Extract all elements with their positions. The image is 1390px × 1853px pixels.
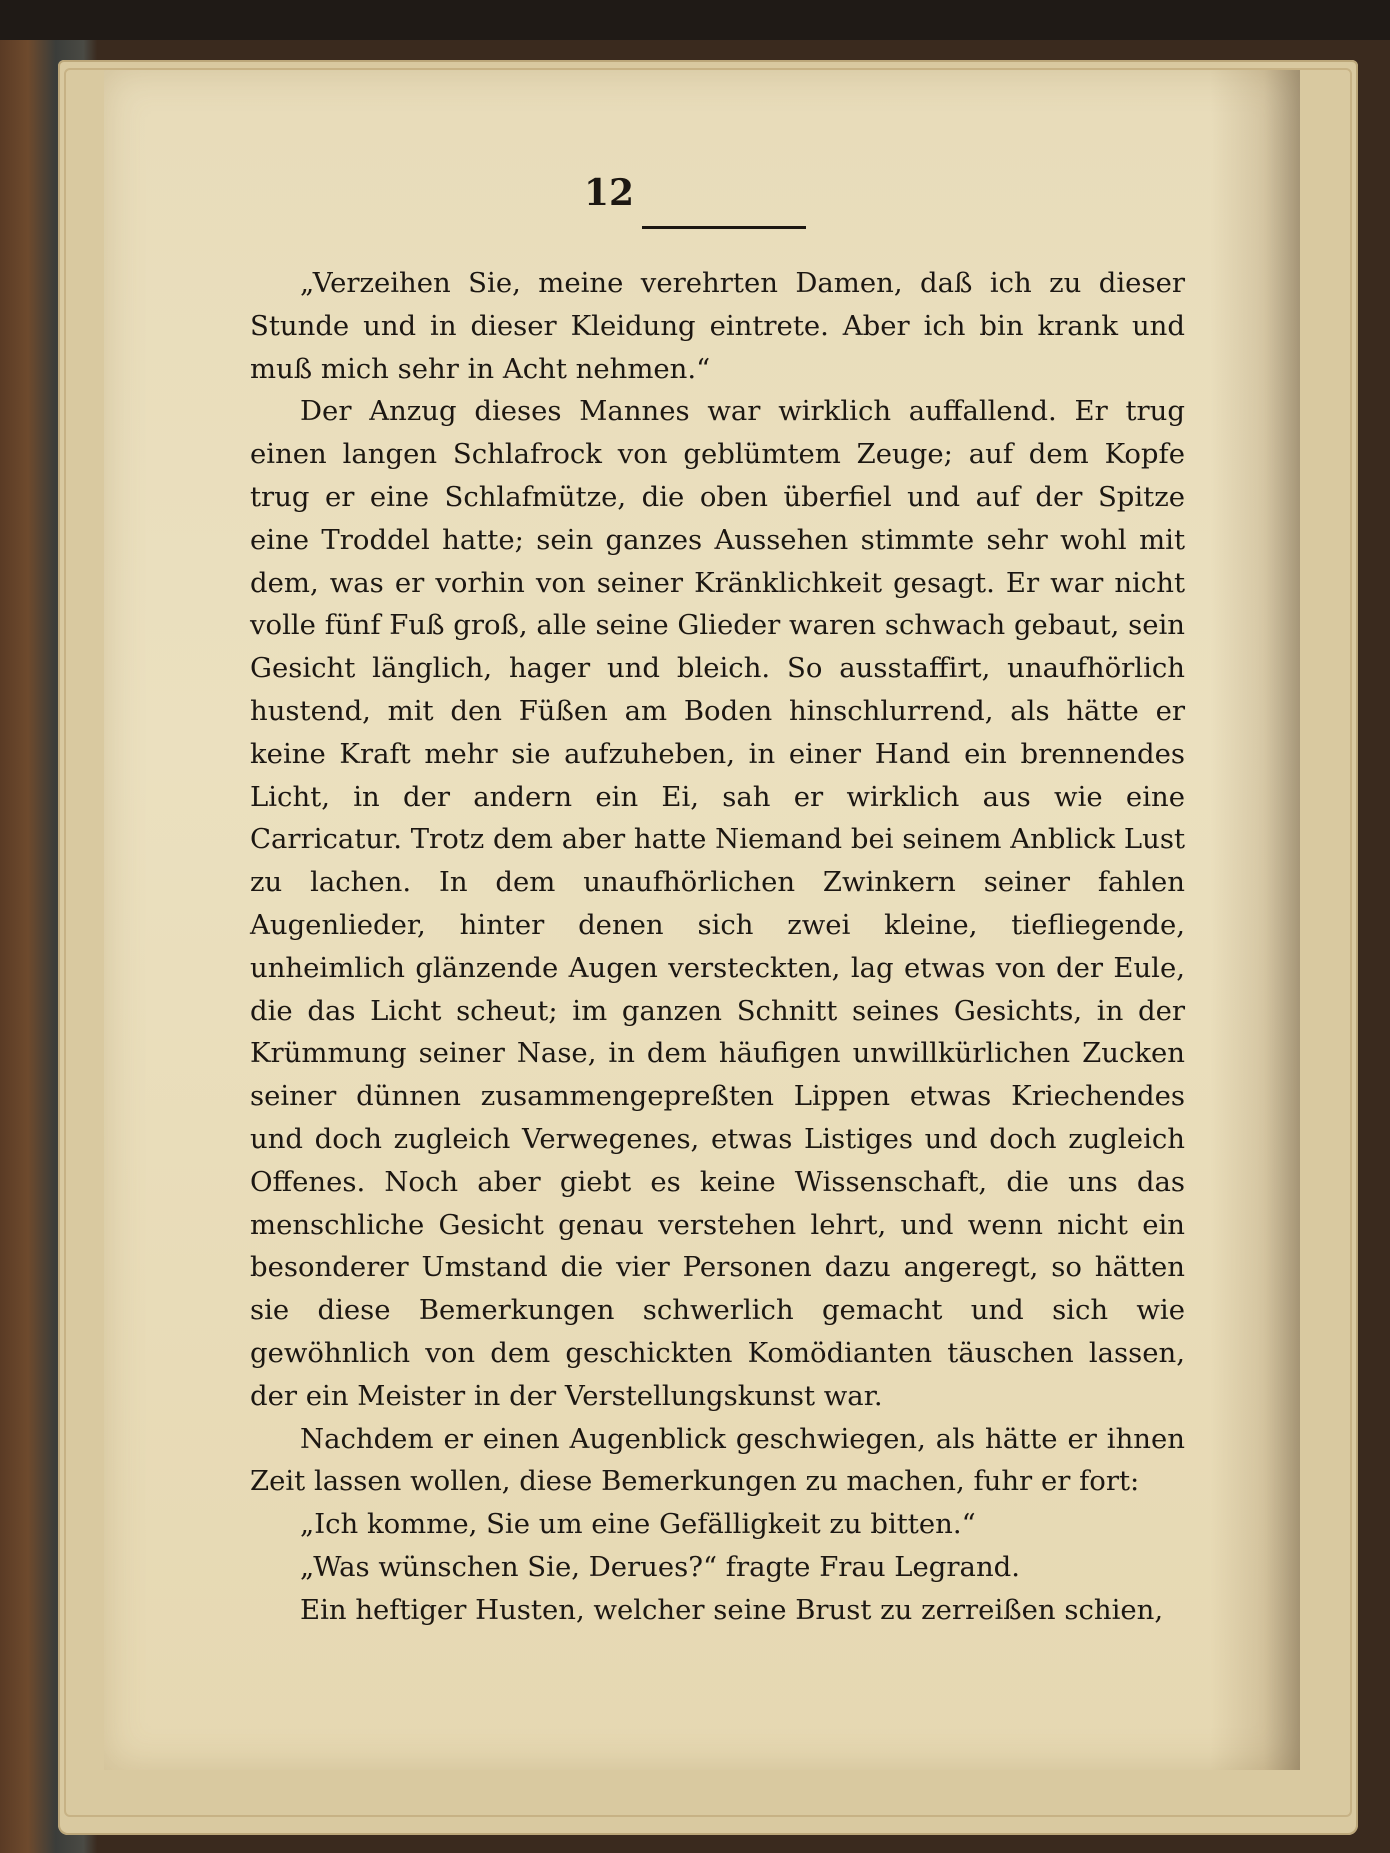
paragraph-3: Nachdem er einen Augenblick geschwiegen, als hätte er ihnen Zeit lassen wollen, diese Bemerkungen zu machen, fuhr er fort: bbox=[250, 1422, 1185, 1498]
page-gutter-shadow bbox=[1210, 70, 1300, 1770]
paragraph-2: Der Anzug dieses Mannes war wirklich auffallend. Er trug einen langen Schlafrock von geblümtem Zeuge; auf dem Kopfe trug er eine Schlafmütze, die oben überfiel und auf der Spitze eine Troddel hatte; sein ganzes Aussehen stimmte sehr wohl mit dem, was er vorhin von seiner Kränklichkeit gesagt. Er war nicht volle fünf Fuß groß, alle seine Glieder waren schwach gebaut, sein Gesicht länglich, hager und bleich. So ausstaffirt, unaufhörlich hustend, mit den Füßen am Boden hinschlurrend, als hätte er keine Kraft mehr sie aufzuheben, in einer Hand ein brennendes Licht, in der andern ein Ei, sah er wirklich aus wie eine Carricatur. Trotz dem aber hatte Niemand bei seinem Anblick Lust zu lachen. In dem unaufhörlichen Zwinkern seiner fahlen Augenlieder, hinter denen sich zwei kleine, tiefliegende, unheimlich glänzende Augen versteckten, lag etwas von der Eule, die das Licht scheut; im ganzen Schnitt seines Gesichts, in der Krümmung seiner Nase, in dem häufigen unwillkürlichen Zucken seiner dünnen zusammengepreßten Lippen etwas Kriechendes und doch zugleich Verwegenes, etwas Listiges und doch zugleich Offenes. Noch aber giebt es keine Wissenschaft, die uns das menschliche Gesicht genau verstehen lehrt, und wenn nicht ein besonderer Umstand die vier Personen dazu angeregt, so hätten sie diese Bemerkungen schwerlich gemacht und sich wie gewöhnlich von dem geschickten Komödianten täuschen lassen, der ein Meister in der Verstellungskunst war. bbox=[250, 395, 1185, 1412]
body-text bbox=[250, 262, 1185, 1632]
page-number: 12 bbox=[583, 172, 635, 214]
paragraph-5: „Was wünschen Sie, Derues?“ fragte Frau Legrand. bbox=[300, 1550, 1021, 1583]
paragraph-6: Ein heftiger Husten, welcher seine Brust zu zerreißen schien, bbox=[300, 1593, 1164, 1626]
header-rule bbox=[642, 226, 806, 229]
paragraph-1: „Verzeihen Sie, meine verehrten Damen, daß ich zu dieser Stunde und in dieser Kleidung eintrete. Aber ich bin krank und muß mich sehr in Acht nehmen.“ bbox=[250, 267, 1185, 385]
paragraph-4: „Ich komme, Sie um eine Gefälligkeit zu bitten.“ bbox=[300, 1508, 976, 1541]
